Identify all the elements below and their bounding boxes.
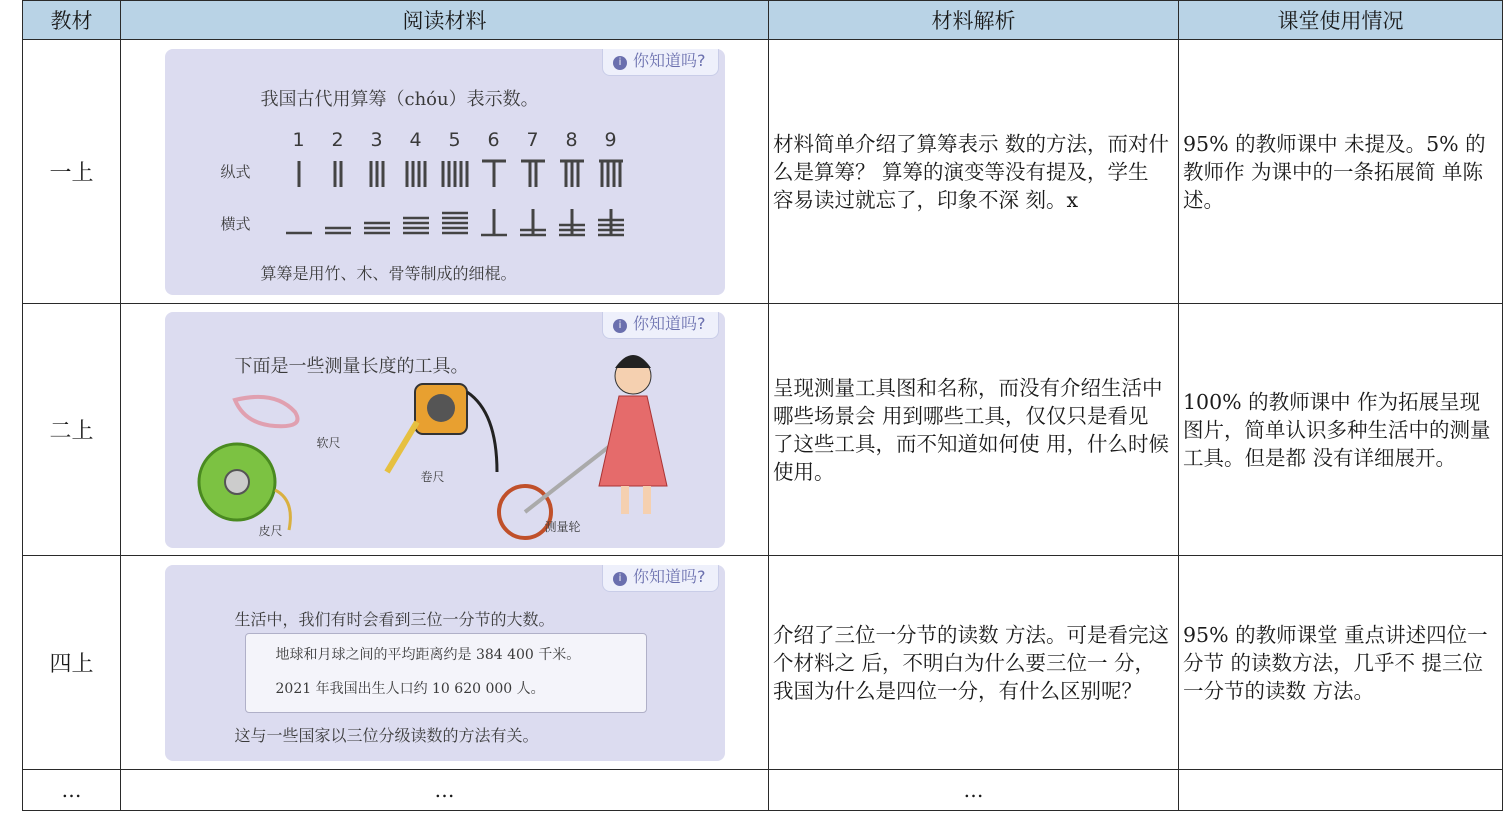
table-row-more xyxy=(23,770,1503,811)
empty-cell xyxy=(1179,770,1503,811)
scroll-line: 2021 年我国出生人口约 10 620 000 人。 xyxy=(275,680,545,697)
ellipsis-cell: … xyxy=(121,770,769,811)
table-row xyxy=(23,304,1503,556)
usage-cell: 95% 的教师课中 未提及。5% 的教师作 为课中的一条拓展简 单陈述。 xyxy=(1179,40,1503,304)
ellipsis-cell: … xyxy=(23,770,121,811)
table-row xyxy=(23,556,1503,770)
large-numbers-card xyxy=(165,565,725,761)
header-classroom-usage: 课堂使用情况 xyxy=(1179,1,1503,40)
usage-cell: 100% 的教师课中 作为拓展呈现图片，简单认识多种生活中的测量工具。但是都 没有详细展开。 xyxy=(1179,304,1503,556)
material-image-cell xyxy=(121,556,769,770)
rod-number: 4 xyxy=(409,128,422,151)
rod-numerals-card xyxy=(165,49,725,295)
rod-number: 6 xyxy=(487,128,500,151)
did-you-know-badge: i 你知道吗? xyxy=(602,312,719,339)
table-row xyxy=(23,40,1503,304)
tool-label: 测量轮 xyxy=(544,519,581,534)
header-reading-material: 阅读材料 xyxy=(121,1,769,40)
usage-cell: 95% 的教师课堂 重点讲述四位一分节 的读数方法，几乎不 提三位一分节的读数 方法。 xyxy=(1179,556,1503,770)
tool-label: 软尺 xyxy=(316,435,341,450)
rod-number: 9 xyxy=(604,128,617,151)
card-line: 生活中，我们有时会看到三位一分节的大数。 xyxy=(234,609,555,629)
rod-number: 3 xyxy=(370,128,383,151)
grade-cell: 一上 xyxy=(23,40,121,304)
rod-number: 8 xyxy=(565,128,578,151)
info-icon: i xyxy=(613,572,627,586)
measuring-tools-card xyxy=(165,312,725,548)
rod-number: 7 xyxy=(526,128,539,151)
header-material-analysis: 材料解析 xyxy=(769,1,1179,40)
measuring-tools-illustration xyxy=(165,312,725,548)
scroll-line: 地球和月球之间的平均距离约是 384 400 千米。 xyxy=(275,646,581,663)
rod-number: 5 xyxy=(448,128,461,151)
header-textbook: 教材 xyxy=(23,1,121,40)
counting-rods-illustration xyxy=(165,49,725,295)
analysis-cell: 材料简单介绍了算筹表示 数的方法，而对什么是算筹？ 算筹的演变等没有提及，学生 容易读过就忘了，印象不深 刻。x xyxy=(769,40,1179,304)
card-line: 这与一些国家以三位分级读数的方法有关。 xyxy=(234,725,539,745)
rod-number: 1 xyxy=(292,128,305,151)
rod-number: 2 xyxy=(331,128,344,151)
horizontal-label: 横式 xyxy=(220,214,251,233)
ellipsis-cell: … xyxy=(769,770,1179,811)
tool-label: 皮尺 xyxy=(258,523,283,538)
header-row xyxy=(23,1,1503,40)
material-image-cell xyxy=(121,40,769,304)
grade-cell: 二上 xyxy=(23,304,121,556)
analysis-cell: 呈现测量工具图和名称，而没有介绍生活中哪些场景会 用到哪些工具，仅仅只是看见 了这些工具，而不知道如何使 用，什么时候使用。 xyxy=(769,304,1179,556)
card-title: 我国古代用算筹（chóu）表示数。 xyxy=(260,88,539,110)
card-footer: 算筹是用竹、木、骨等制成的细棍。 xyxy=(260,263,517,283)
vertical-label: 纵式 xyxy=(220,162,251,181)
info-icon: i xyxy=(613,56,627,70)
did-you-know-badge: i 你知道吗? xyxy=(602,49,719,76)
tool-label: 卷尺 xyxy=(420,469,445,484)
info-icon: i xyxy=(613,319,627,333)
card-title: 下面是一些测量长度的工具。 xyxy=(234,355,469,377)
did-you-know-badge: i 你知道吗? xyxy=(602,565,719,592)
scroll-panel xyxy=(245,633,647,713)
comparison-table xyxy=(22,0,1503,811)
material-image-cell xyxy=(121,304,769,556)
analysis-cell: 介绍了三位一分节的读数 方法。可是看完这个材料之 后，不明白为什么要三位一 分，我国为什么是四位一分，有什么区别呢？ xyxy=(769,556,1179,770)
grade-cell: 四上 xyxy=(23,556,121,770)
